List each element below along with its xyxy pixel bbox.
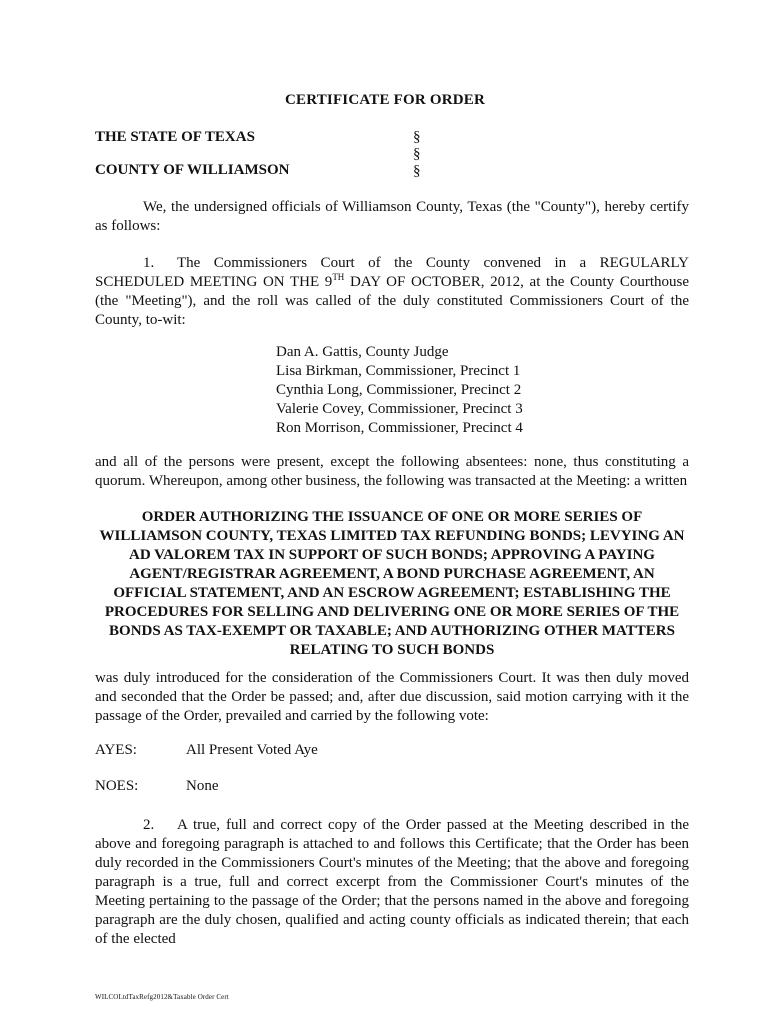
- paragraph-2-text: A true, full and correct copy of the Order passed at the Meeting described in the above and foregoing paragraph is attached to and follows this Certificate; that the Order has been duly recorded in the Commissioners Court's minutes of the Meeting; that the above and foregoing paragraph is a true, full and correct excerpt from the Commissioner Court's minutes of the Meeting pertaining to the passage of the Order; that the persons named in the above and foregoing paragraph are the duly chosen, qualified and acting county officials as indicated therein; that each of the elected: [95, 817, 689, 947]
- noes-value: None: [186, 778, 219, 794]
- section-mark: §: [413, 146, 421, 162]
- intro-paragraph: [95, 198, 689, 236]
- attendance-paragraph: and all of the persons were present, except the following absentees: none, thus constituting a quorum. Whereupon, among other business, the following was transacted at the Meeting: a written: [95, 454, 689, 489]
- section-mark: §: [413, 163, 421, 179]
- official-entry: Valerie Covey, Commissioner, Precinct 3: [276, 401, 523, 417]
- order-title: ORDER AUTHORIZING THE ISSUANCE OF ONE OR MORE SERIES OF WILLIAMSON COUNTY, TEXAS LIMITED TAX REFUNDING BONDS; LEVYING AN AD VALOREM TAX IN SUPPORT OF SUCH BONDS; APPROVING A PAYING AGENT/REGISTRAR AGREEMENT, A BOND PURCHASE AGREEMENT, AN OFFICIAL STATEMENT, AND AN ESCROW AGREEMENT; ESTABLISHING THE PROCEDURES FOR SELLING AND DELIVERING ONE OR MORE SERIES OF THE BONDS AS TAX-EXEMPT OR TAXABLE; AND AUTHORIZING OTHER MATTERS RELATING TO SUCH BONDS: [99, 509, 685, 658]
- paragraph-number: 1.: [143, 255, 155, 271]
- footer-filename: WILCOLtdTaxRefg2012&Taxable Order Cert: [95, 993, 229, 1001]
- noes-label: NOES:: [95, 778, 139, 794]
- paragraph-1-text-a: The Commissioners Court of the County convened in a REGULARLY SCHEDULED MEETING ON THE 9: [95, 255, 689, 290]
- official-entry: Lisa Birkman, Commissioner, Precinct 1: [276, 363, 521, 379]
- paragraph-1-text-b: DAY OF OCTOBER, 2012, at the County Courthouse (the "Meeting"), and the roll was called of the duly constituted Commissioners Court of the County, to-wit:: [95, 274, 689, 328]
- ayes-label: AYES:: [95, 742, 137, 758]
- section-mark: §: [413, 129, 421, 145]
- officials-list: [276, 343, 523, 438]
- official-entry: Dan A. Gattis, County Judge: [276, 344, 449, 360]
- county-label: COUNTY OF WILLIAMSON: [95, 162, 290, 178]
- state-label: THE STATE OF TEXAS: [95, 129, 255, 145]
- intro-text: We, the undersigned officials of Williamson County, Texas (the "County"), hereby certify as follows:: [95, 199, 689, 234]
- paragraph-1: [95, 254, 689, 330]
- ayes-value: All Present Voted Aye: [186, 742, 318, 758]
- paragraph-2: [95, 816, 689, 949]
- official-entry: Ron Morrison, Commissioner, Precinct 4: [276, 420, 523, 436]
- document-title: CERTIFICATE FOR ORDER: [284, 92, 486, 108]
- introduction-paragraph: was duly introduced for the consideration of the Commissioners Court. It was then duly moved and seconded that the Order be passed; and, after due discussion, said motion carrying with it the passage of the Order, prevailed and carried by the following vote:: [95, 670, 689, 724]
- paragraph-number: 2.: [143, 817, 155, 833]
- ordinal-suffix: TH: [332, 272, 345, 282]
- official-entry: Cynthia Long, Commissioner, Precinct 2: [276, 382, 522, 398]
